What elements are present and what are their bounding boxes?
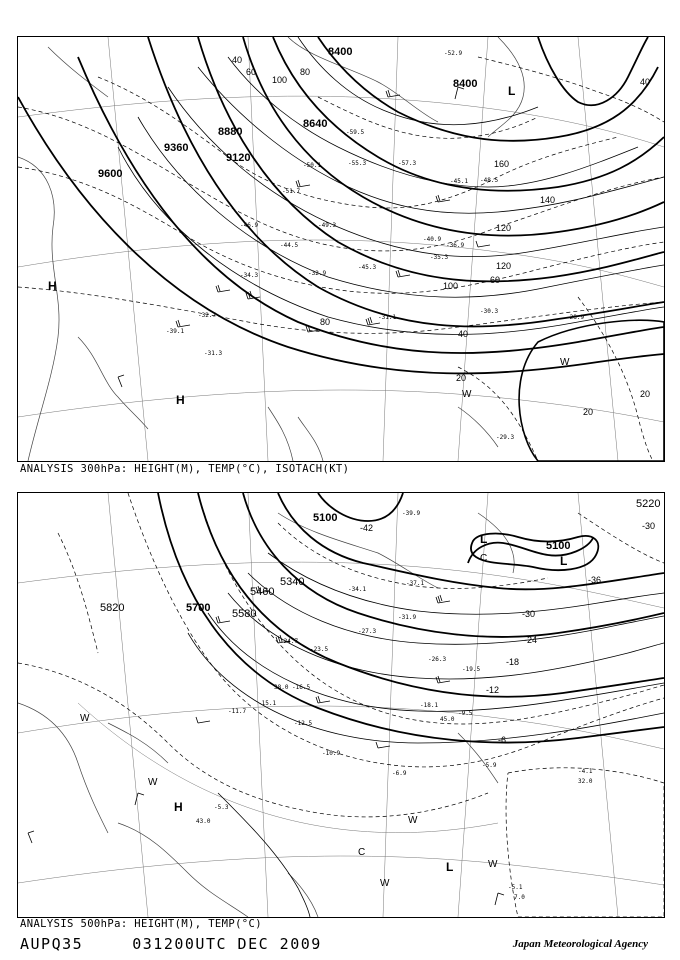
isotach-label: 40 (232, 55, 243, 65)
isotach-label: 40 (458, 329, 469, 339)
cold-marker: C (358, 847, 366, 858)
isotach-label: 20 (640, 389, 651, 399)
station-label: -6.9 (392, 770, 407, 777)
temp-label: -49.3 (318, 222, 337, 229)
isotach-label: 100 (272, 75, 288, 85)
chart-datetime: 031200UTC DEC 2009 (132, 935, 322, 953)
temp-label: -40.9 (423, 236, 442, 243)
station-label: -15.1 (258, 700, 277, 707)
height-label: 9360 (164, 142, 189, 154)
station-label: -12.5 (294, 720, 313, 727)
high-pressure-marker: H (48, 279, 57, 293)
station-label: 38.0 (274, 684, 289, 691)
map-500hpa (17, 492, 665, 918)
isotach-label: 60 (246, 67, 257, 77)
coastal-contour (218, 793, 310, 917)
temp-label: -52.9 (444, 50, 463, 57)
warm-marker: W (488, 859, 498, 870)
station-label: -24.7 (280, 638, 299, 645)
isotherms (18, 57, 664, 461)
isotach-label: 40 (640, 77, 651, 87)
temp-label: -57.3 (398, 160, 417, 167)
warm-marker: W (380, 878, 390, 889)
station-label: 43.0 (196, 818, 211, 825)
temp-label: -50.1 (303, 162, 322, 169)
temp-label: -31.3 (204, 350, 223, 357)
height-label: 5100 (546, 540, 571, 552)
warm-marker: W (148, 777, 158, 788)
low-pressure-marker: L (446, 860, 454, 874)
station-label: -10.9 (322, 750, 341, 757)
temp-label: -45.3 (358, 264, 377, 271)
height-label: 8400 (453, 78, 478, 90)
warm-marker: W (408, 815, 418, 826)
warm-marker: W (80, 713, 90, 724)
caption-300hpa: ANALYSIS 300hPa: HEIGHT(M), TEMP(°C), ISOTACH(KT) (20, 463, 350, 475)
station-label: -9.5 (458, 710, 473, 717)
temp-label: -48.5 (480, 177, 499, 184)
temp-label: -32.9 (308, 270, 327, 277)
high-pressure-marker: H (174, 800, 183, 814)
temp-contour-label: -30 (522, 609, 536, 619)
height-label: 8640 (303, 118, 328, 130)
height-label: 5460 (250, 586, 275, 598)
isotach-label: 100 (443, 281, 459, 291)
height-label: 5340 (280, 576, 305, 588)
height-label: 8400 (328, 46, 353, 58)
low-pressure-marker: L (560, 554, 568, 568)
temp-contour-label: -24 (524, 635, 538, 645)
temp-label: -51.7 (282, 188, 301, 195)
isotach-label: 20 (583, 407, 594, 417)
temp-contour-label: -36 (588, 575, 602, 585)
temp-label: -32.7 (198, 312, 217, 319)
station-label: -19.5 (462, 666, 481, 673)
station-label: 7.0 (514, 894, 525, 901)
temp-label: -59.5 (346, 129, 365, 136)
caption-500hpa: ANALYSIS 500hPa: HEIGHT(M), TEMP(°C) (20, 918, 262, 930)
station-label: -5.9 (482, 762, 497, 769)
isotach-label: 80 (320, 317, 331, 327)
station-label: -31.9 (398, 614, 417, 621)
temp-label: -46.9 (240, 222, 259, 229)
height-label: 5700 (186, 602, 211, 614)
station-label: -5.3 (214, 804, 229, 811)
station-label: -23.5 (310, 646, 329, 653)
station-label: -5.1 (508, 884, 523, 891)
temp-label: -29.3 (496, 434, 515, 441)
temp-label: -30.3 (480, 308, 499, 315)
temp-contour-label: -30 (642, 521, 656, 531)
cold-marker: C (480, 553, 488, 564)
station-label: 32.0 (578, 778, 593, 785)
coastline (18, 37, 524, 461)
temp-label: -35.3 (430, 254, 449, 261)
map-500hpa-svg (18, 493, 664, 917)
station-label: -16.5 (292, 684, 311, 691)
warm-marker: W (462, 389, 472, 400)
station-label: -34.1 (348, 586, 367, 593)
temp-label: -55.3 (348, 160, 367, 167)
station-label: 45.0 (440, 716, 455, 723)
temp-label: -45.1 (450, 178, 469, 185)
map-300hpa (17, 36, 665, 462)
low-pressure-marker: L (508, 84, 516, 98)
temp-contour-label: -18 (506, 657, 520, 667)
isotach-label: 20 (456, 373, 467, 383)
temp-label: -34.3 (240, 272, 259, 279)
temp-contour-label: -12 (486, 685, 500, 695)
station-label: -26.3 (428, 656, 447, 663)
isotach-label: 60 (490, 275, 501, 285)
station-label: -27.3 (358, 628, 377, 635)
station-label: -11.7 (228, 708, 247, 715)
map-300hpa-svg (18, 37, 664, 461)
temp-contour-label: -6 (498, 735, 507, 745)
graticule (18, 37, 664, 461)
height-label: 5220 (636, 498, 661, 510)
station-label: -39.9 (402, 510, 421, 517)
temp-label: -36.9 (446, 242, 465, 249)
temp-label: -28.9 (566, 314, 585, 321)
height-label: 5100 (313, 512, 338, 524)
isotach-label: 120 (496, 223, 512, 233)
isotach-label: 140 (540, 195, 556, 205)
height-contours (18, 37, 664, 373)
isotach-label: 160 (494, 159, 510, 169)
height-label: 9600 (98, 168, 123, 180)
wind-barbs (28, 586, 507, 905)
coastline (18, 513, 514, 917)
station-label: -18.1 (420, 702, 439, 709)
temp-label: -39.1 (166, 328, 185, 335)
station-label: -4.1 (578, 768, 593, 775)
high-pressure-marker: H (176, 393, 185, 407)
agency-name: Japan Meteorological Agency (512, 938, 648, 950)
chart-identifier (20, 935, 322, 953)
isotach-label: 120 (496, 261, 512, 271)
station-label: -37.1 (406, 580, 425, 587)
height-label: 9120 (226, 152, 251, 164)
warm-marker: W (560, 357, 570, 368)
height-label: 8880 (218, 126, 243, 138)
low-pressure-marker: L (480, 532, 488, 546)
temp-label: -31.1 (378, 314, 397, 321)
height-label: 5580 (232, 608, 257, 620)
isotach-label: 80 (300, 67, 311, 77)
height-label: 5820 (100, 602, 125, 614)
temp-label: -44.5 (280, 242, 299, 249)
chart-code: AUPQ35 (20, 935, 84, 953)
temp-contour-label: -42 (360, 523, 374, 533)
